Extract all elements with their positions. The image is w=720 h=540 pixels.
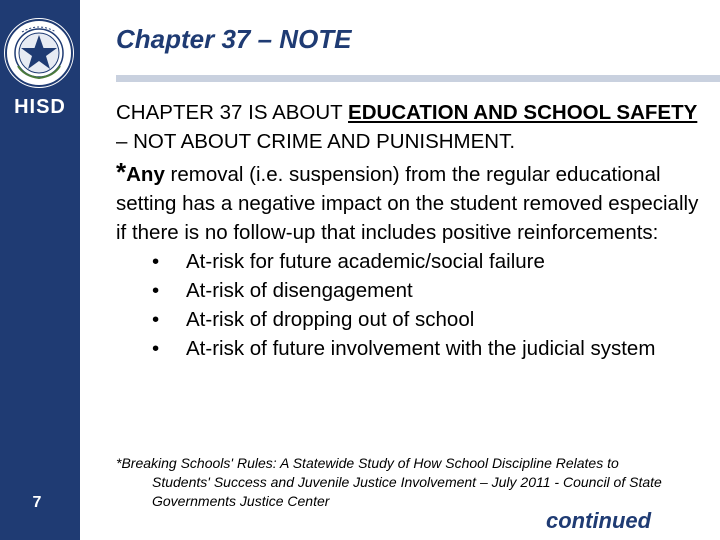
- footnote-rest: Students' Success and Juvenile Justice Involvement – July 2011 - Council of State Governments Justice Center: [152, 474, 662, 509]
- list-item-text: At-risk of disengagement: [186, 279, 413, 302]
- bullet-icon: •: [152, 279, 160, 302]
- bullet-icon: •: [152, 308, 160, 331]
- page-title: Chapter 37 – NOTE: [116, 24, 352, 54]
- impact-text: removal (i.e. suspension) from the regular educational setting has a negative impact on the student removed especially if there is no follow-up that includes positive reinforcements:: [116, 163, 699, 244]
- asterisk-mark: *: [116, 157, 127, 187]
- intro-tail: – NOT ABOUT CRIME AND PUNISHMENT.: [116, 130, 516, 153]
- intro-emphasis: EDUCATION AND SCHOOL SAFETY: [348, 101, 698, 124]
- bullet-icon: •: [152, 337, 160, 360]
- list-item-text: At-risk of future involvement with the judicial system: [186, 337, 656, 360]
- sidebar: [0, 0, 80, 540]
- list-item-text: At-risk for future academic/social failure: [186, 250, 545, 273]
- org-label: HISD: [14, 96, 66, 118]
- impact-paragraph: [116, 158, 706, 247]
- footnote-line: *Breaking Schools' Rules: A Statewide Study of How School Discipline Relates to: [116, 455, 619, 471]
- seal-icon: [4, 18, 74, 88]
- risk-list: [116, 247, 706, 363]
- list-item: [152, 305, 706, 334]
- list-item: [152, 334, 706, 363]
- page-number: 7: [32, 494, 42, 511]
- citation-footnote: [116, 454, 716, 511]
- title-divider: [116, 75, 720, 82]
- intro-paragraph: [116, 98, 706, 156]
- continued-label: continued: [546, 508, 652, 533]
- hisd-seal-logo: [4, 18, 74, 88]
- list-item-text: At-risk of dropping out of school: [186, 308, 475, 331]
- intro-lead: CHAPTER 37 IS ABOUT: [116, 101, 349, 124]
- list-item: [152, 276, 706, 305]
- slide-body: [116, 98, 706, 363]
- list-item: [152, 247, 706, 276]
- impact-lead: Any: [126, 163, 165, 186]
- bullet-icon: •: [152, 250, 160, 273]
